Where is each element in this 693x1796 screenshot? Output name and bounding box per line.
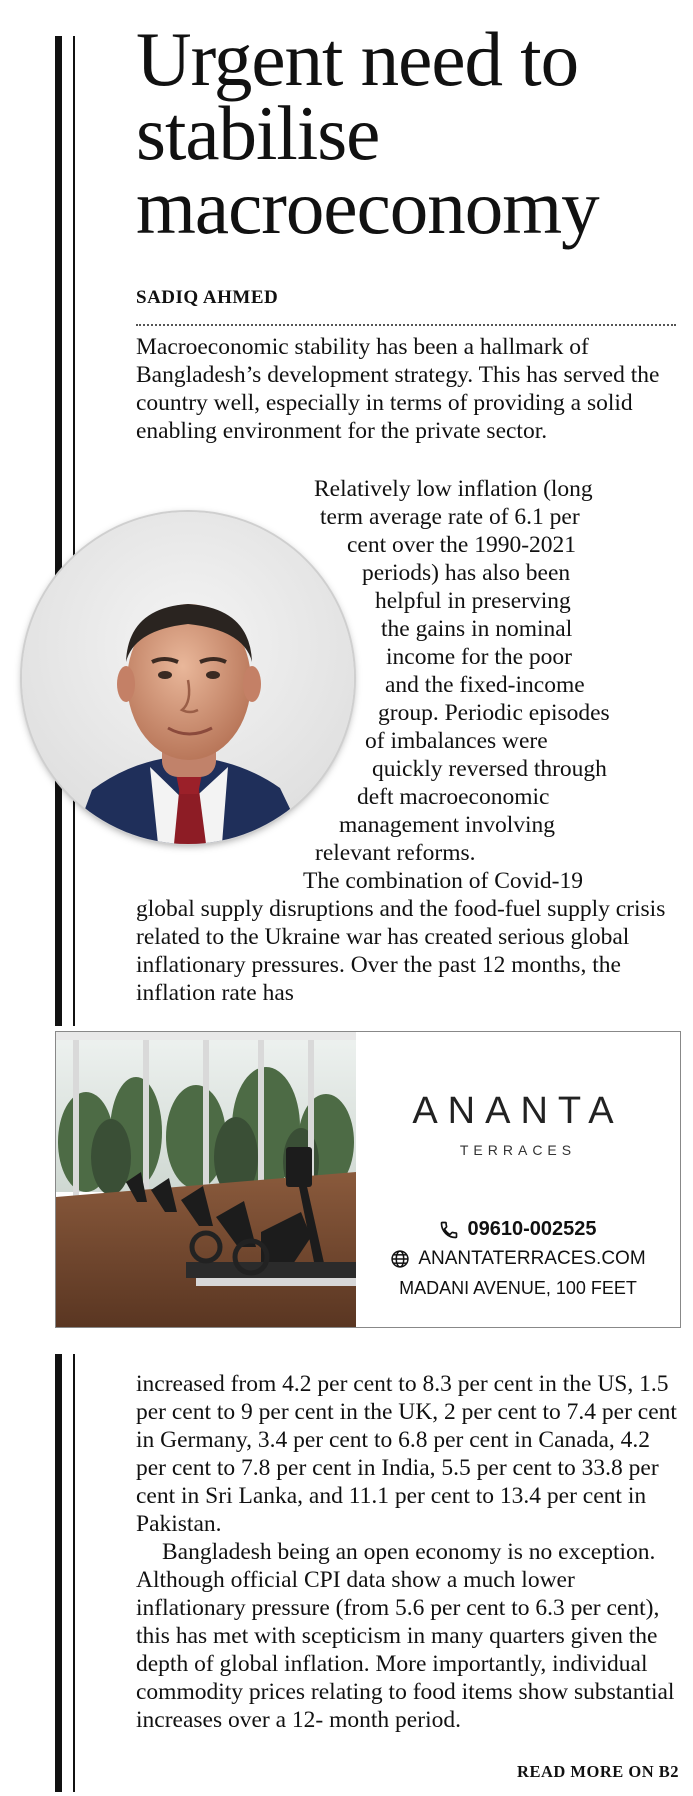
wrap-line: quickly reversed through bbox=[372, 756, 607, 782]
author-photo bbox=[22, 512, 354, 844]
wrap-line: of imbalances were bbox=[365, 728, 548, 754]
ad-phone: 09610-002525 bbox=[467, 1218, 597, 1240]
byline-divider bbox=[136, 324, 676, 326]
read-more-link[interactable]: READ MORE ON B2 bbox=[517, 1762, 679, 1781]
wrap-line: group. Periodic episodes bbox=[378, 700, 610, 726]
wrap-line: the gains in nominal bbox=[381, 616, 573, 642]
column-rule-thick-top bbox=[55, 36, 62, 1026]
gym-interior-icon bbox=[56, 1032, 356, 1327]
phone-icon bbox=[439, 1220, 459, 1240]
column-rule-thin-bottom bbox=[73, 1354, 75, 1792]
advertisement[interactable] bbox=[55, 1031, 681, 1328]
column-rule-thick-bottom bbox=[55, 1354, 62, 1792]
ad-website-row[interactable] bbox=[356, 1248, 680, 1270]
wrap-line: Relatively low inflation (long bbox=[314, 476, 593, 502]
wrap-line: management involving bbox=[339, 812, 556, 838]
wrap-line: term average rate of 6.1 per bbox=[320, 504, 580, 530]
headline: Urgent need to stabilise macroeconomy bbox=[136, 16, 599, 250]
ad-gym-photo bbox=[56, 1032, 356, 1327]
author-portrait-icon bbox=[22, 512, 354, 844]
final-paragraph: Bangladesh being an open economy is no exception. Although official CPI data show a much lower inflationary pressure (from 5.6 per cent to 6.3 per cent), this has met with scepticism in many quarters given the depth of global inflation. More importantly, individual commodity prices relating to food items show substantial increases over a 12- month period. bbox=[136, 1539, 675, 1733]
ad-phone-row[interactable] bbox=[356, 1218, 680, 1241]
wrap-line: periods) has also been bbox=[362, 560, 571, 586]
ad-address: MADANI AVENUE, 100 FEET bbox=[399, 1278, 637, 1298]
wrap-line: relevant reforms. bbox=[315, 840, 476, 866]
intro-paragraph: Macroeconomic stability has been a hallmark of Bangladesh’s development strategy. This has served the country well, especially in terms of providing a solid enabling environment for the private sector. bbox=[136, 334, 660, 444]
wrap-line: deft macroeconomic bbox=[357, 784, 550, 810]
ad-brand-subtitle: TERRACES bbox=[459, 1142, 577, 1158]
continued-paragraph: increased from 4.2 per cent to 8.3 per cent in the US, 1.5 per cent to 9 per cent in the UK, 2 per cent to 7.4 per cent in Germany, 3.4 per cent to 6.8 per cent in Canada, 4.2 per cent to 7.8 per cent in India, 5.5 per cent to 33.8 per cent in Sri Lanka, and 11.1 per cent to 13.4 per cent in Pakistan. bbox=[136, 1371, 677, 1537]
ad-website: ANANTATERRACES.COM bbox=[418, 1248, 646, 1269]
byline: SADIQ AHMED bbox=[136, 287, 279, 308]
wrap-line: helpful in preserving bbox=[375, 588, 571, 614]
column-rule-thin-top bbox=[73, 36, 75, 1026]
wrap-line: The combination of Covid-19 bbox=[303, 868, 583, 894]
paragraph-continuation: global supply disruptions and the food-fuel supply crisis related to the Ukraine war has created serious global inflationary pressures. Over the past 12 months, the inflation rate has bbox=[136, 896, 666, 1006]
wrap-line: cent over the 1990-2021 bbox=[347, 532, 577, 558]
globe-icon bbox=[390, 1249, 410, 1269]
wrap-line: income for the poor bbox=[386, 644, 572, 670]
ad-brand-name: ANANTA bbox=[412, 1090, 624, 1132]
wrap-line: and the fixed-income bbox=[385, 672, 585, 698]
